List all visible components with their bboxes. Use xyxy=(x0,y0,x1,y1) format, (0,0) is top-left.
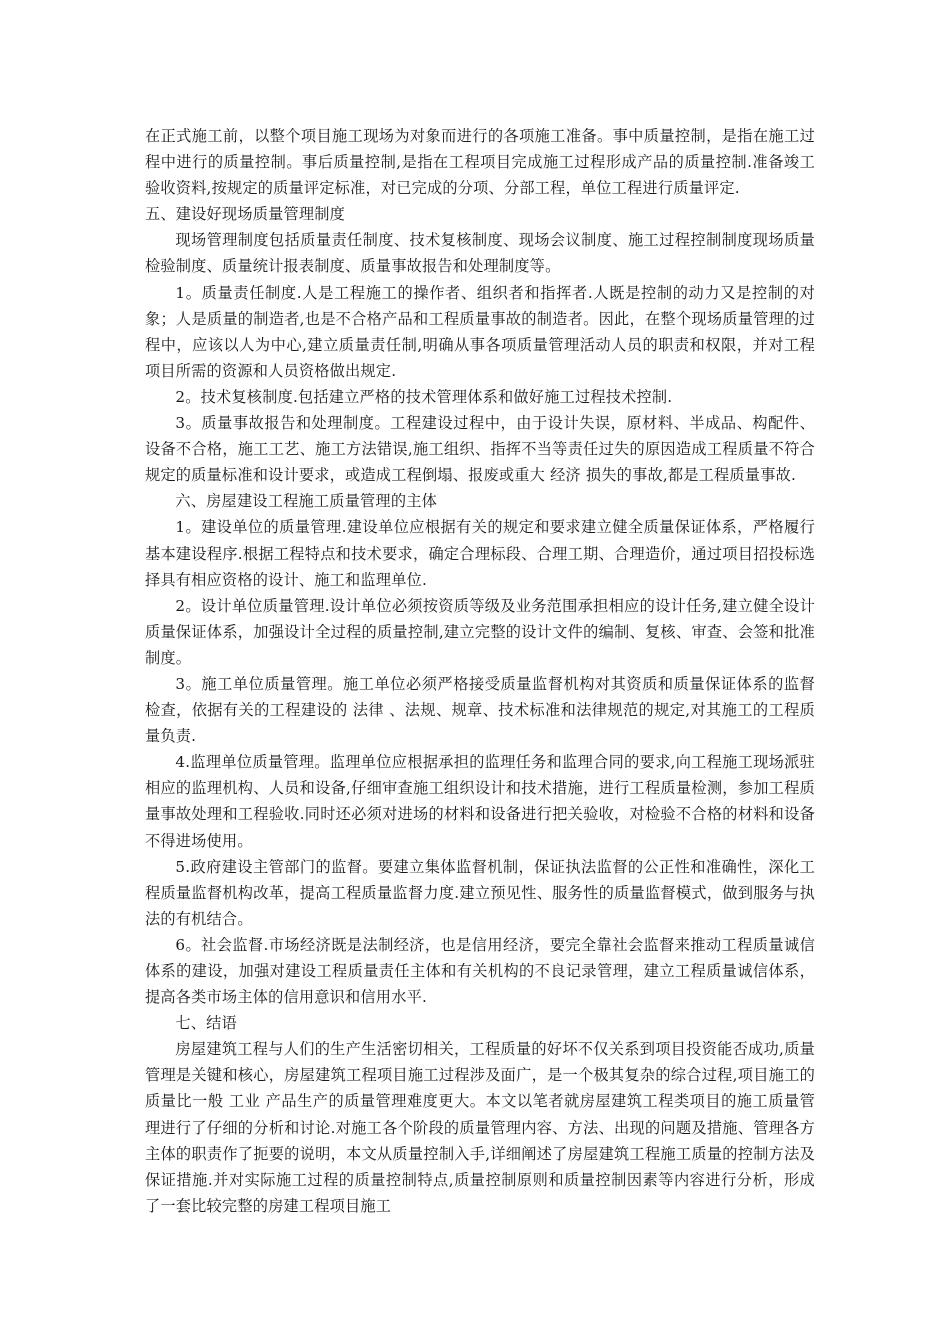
paragraph: 六、房屋建设工程施工质量管理的主体 xyxy=(175,492,437,511)
paragraph: 1。建设单位的质量管理.建设单位应根据有关的规定和要求建立健全质量保证体系，严格履行基本建设程序.根据工程特点和技术要求，确定合理标段、合理工期、合理造价，通过项目招投标选择具有相应资格的设计、施工和监理单位. xyxy=(145,518,815,589)
paragraph: 房屋建筑工程与人们的生产生活密切相关，工程质量的好坏不仅关系到项目投资能否成功,质量管理是关键和核心，房屋建筑工程项目施工过程涉及面广，是一个极其复杂的综合过程,项目施工的质量比一般 工业 产品生产的质量管理难度更大。本文以笔者就房屋建筑工程类项目的施工质量管理进行了仔细的分析和讨论.对施工各个阶段的质量管理内容、方法、出现的问题及措施、管理各方主体的职责作了扼要的说明，本文从质量控制入手,详细阐述了房屋建筑工程施工质量的控制方法及保证措施.并对实际施工过程的质量控制特点,质量控制原则和质量控制因素等内容进行分析，形成了一套比较完整的房建工程项目施工 xyxy=(145,1040,815,1215)
paragraph: 1。质量责任制度.人是工程施工的操作者、组织者和指挥者.人既是控制的动力又是控制的对象；人是质量的制造者,也是不合格产品和工程质量事故的制造者。因此，在整个现场质量管理的过程中，应该以人为中心,建立质量责任制,明确从事各项质量管理活动人员的职责和权限，并对工程项目所需的资源和人员资格做出规定. xyxy=(145,283,815,380)
paragraph: 在正式施工前，以整个项目施工现场为对象而进行的各项施工准备。事中质量控制，是指在施工过程中进行的质量控制。事后质量控制,是指在工程项目完成施工过程形成产品的质量控制.准备竣工验收资料,按规定的质量评定标准，对已完成的分项、分部工程，单位工程进行质量评定. xyxy=(145,127,815,198)
paragraph: 2。设计单位质量管理.设计单位必须按资质等级及业务范围承担相应的设计任务,建立健全设计质量保证体系，加强设计全过程的质量控制,建立完整的设计文件的编制、复核、审查、会签和批准制度。 xyxy=(145,596,815,667)
paragraph: 七、结语 xyxy=(175,1014,237,1033)
paragraph: 6。社会监督.市场经济既是法制经济，也是信用经济，要完全靠社会监督来推动工程质量诚信体系的建设，加强对建设工程质量责任主体和有关机构的不良记录管理，建立工程质量诚信体系，提高各类市场主体的信用意识和信用水平. xyxy=(145,935,815,1007)
paragraph: 五、建设好现场质量管理制度 xyxy=(145,205,346,224)
paragraph: 3。施工单位质量管理。施工单位必须严格接受质量监督机构对其资质和质量保证体系的监督检查，依据有关的工程建设的 法律 、法规、规章、技术标准和法律规范的规定,对其施工的工程质量负责. xyxy=(145,674,815,746)
paragraph: 现场管理制度包括质量责任制度、技术复核制度、现场会议制度、施工过程控制制度现场质量检验制度、质量统计报表制度、质量事故报告和处理制度等。 xyxy=(145,231,815,276)
document-body xyxy=(145,123,815,1219)
paragraph: 3。质量事故报告和处理制度。工程建设过程中，由于设计失误，原材料、半成品、构配件、设备不合格，施工工艺、施工方法错误,施工组织、指挥不当等责任过失的原因造成工程质量不符合规定的质量标准和设计要求，或造成工程倒塌、报废或重大 经济 损失的事故,都是工程质量事故. xyxy=(145,414,815,485)
paragraph: 5.政府建设主管部门的监督。要建立集体监督机制，保证执法监督的公正性和准确性，深化工程质量监督机构改革，提高工程质量监督力度.建立预见性、服务性的质量监督模式，做到服务与执法的有机结合。 xyxy=(145,857,815,928)
paragraph: 2。技术复核制度.包括建立严格的技术管理体系和做好施工过程技术控制. xyxy=(175,387,673,406)
paragraph: 4.监理单位质量管理。监理单位应根据承担的监理任务和监理合同的要求,向工程施工现场派驻相应的监理机构、人员和设备,仔细审查施工组织设计和技术措施，进行工程质量检测，参加工程质量事故处理和工程验收.同时还必须对进场的材料和设备进行把关验收，对检验不合格的材料和设备不得进场使用。 xyxy=(145,753,815,850)
